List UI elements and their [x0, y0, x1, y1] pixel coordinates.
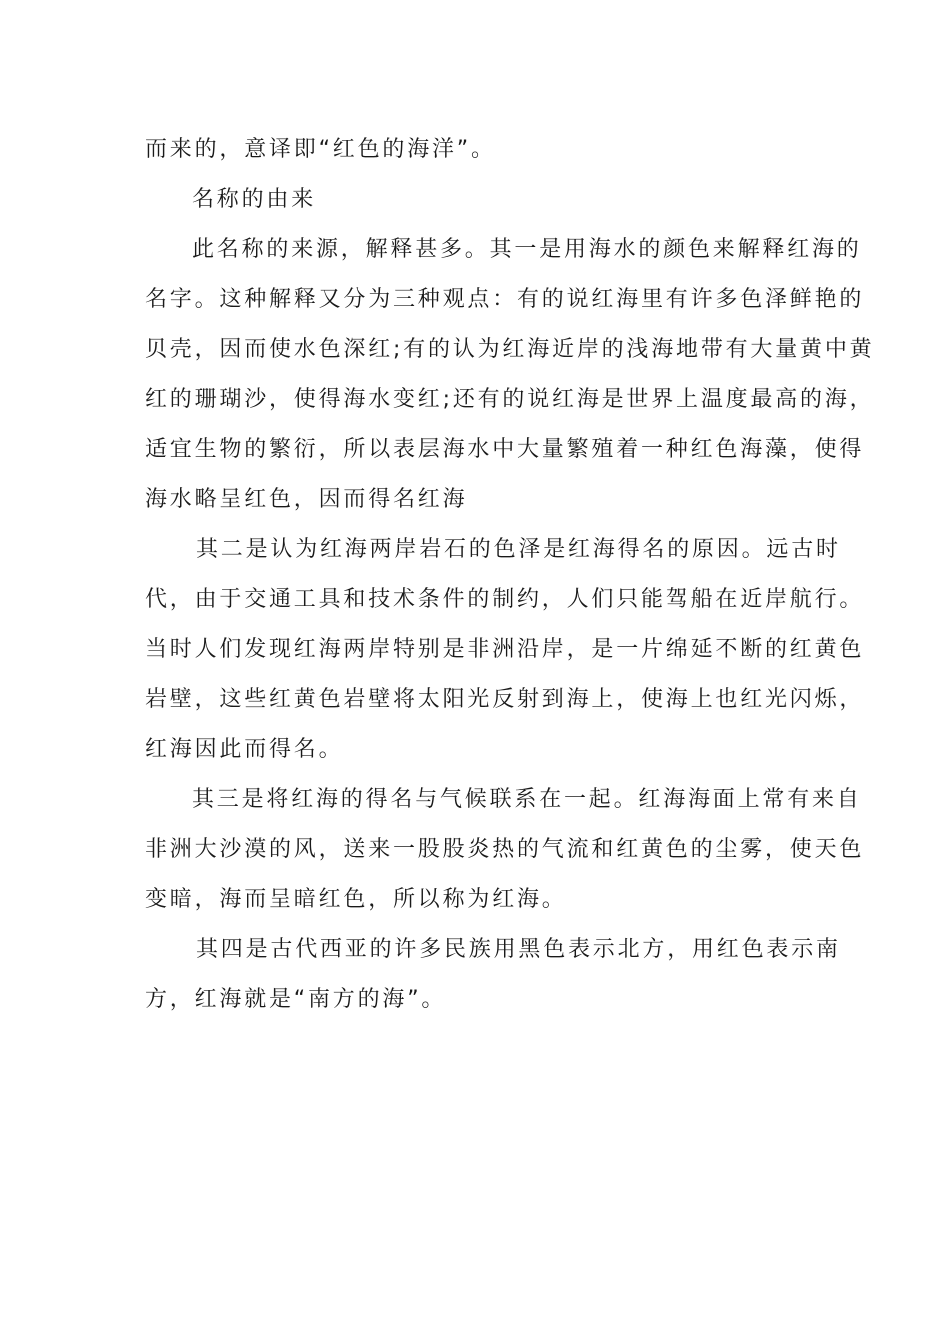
text-line: 非洲大沙漠的风，送来一股股炎热的气流和红黄色的尘雾，使天色 [145, 837, 865, 862]
text-line: 名字。这种解释又分为三种观点：有的说红海里有许多色泽鲜艳的 [145, 287, 865, 312]
text-line: 其三是将红海的得名与气候联系在一起。红海海面上常有来自 [192, 787, 862, 812]
text-line: 变暗，海而呈暗红色，所以称为红海。 [145, 887, 567, 912]
text-line: 岩壁，这些红黄色岩壁将太阳光反射到海上，使海上也红光闪烁， [145, 687, 865, 712]
text-line: 红的珊瑚沙，使得海水变红;还有的说红海是世界上温度最高的海， [145, 387, 875, 412]
text-line: 方，红海就是“南方的海”。 [145, 987, 447, 1012]
text-line: 代，由于交通工具和技术条件的制约，人们只能驾船在近岸航行。 [145, 587, 865, 612]
text-line: 其二是认为红海两岸岩石的色泽是红海得名的原因。远古时 [196, 537, 841, 562]
text-line: 红海因此而得名。 [145, 737, 344, 762]
text-line: 其四是古代西亚的许多民族用黑色表示北方，用红色表示南 [196, 937, 841, 962]
section-heading: 名称的由来 [192, 187, 317, 212]
text-line: 而来的，意译即“红色的海洋”。 [145, 137, 496, 162]
text-line: 此名称的来源，解释甚多。其一是用海水的颜色来解释红海的 [192, 237, 862, 262]
text-line: 贝壳，因而使水色深红;有的认为红海近岸的浅海地带有大量黄中黄 [145, 337, 875, 362]
text-line: 海水略呈红色，因而得名红海 [145, 487, 468, 512]
text-line: 适宜生物的繁衍，所以表层海水中大量繁殖着一种红色海藻，使得 [145, 437, 865, 462]
text-line: 当时人们发现红海两岸特别是非洲沿岸，是一片绵延不断的红黄色 [145, 637, 865, 662]
